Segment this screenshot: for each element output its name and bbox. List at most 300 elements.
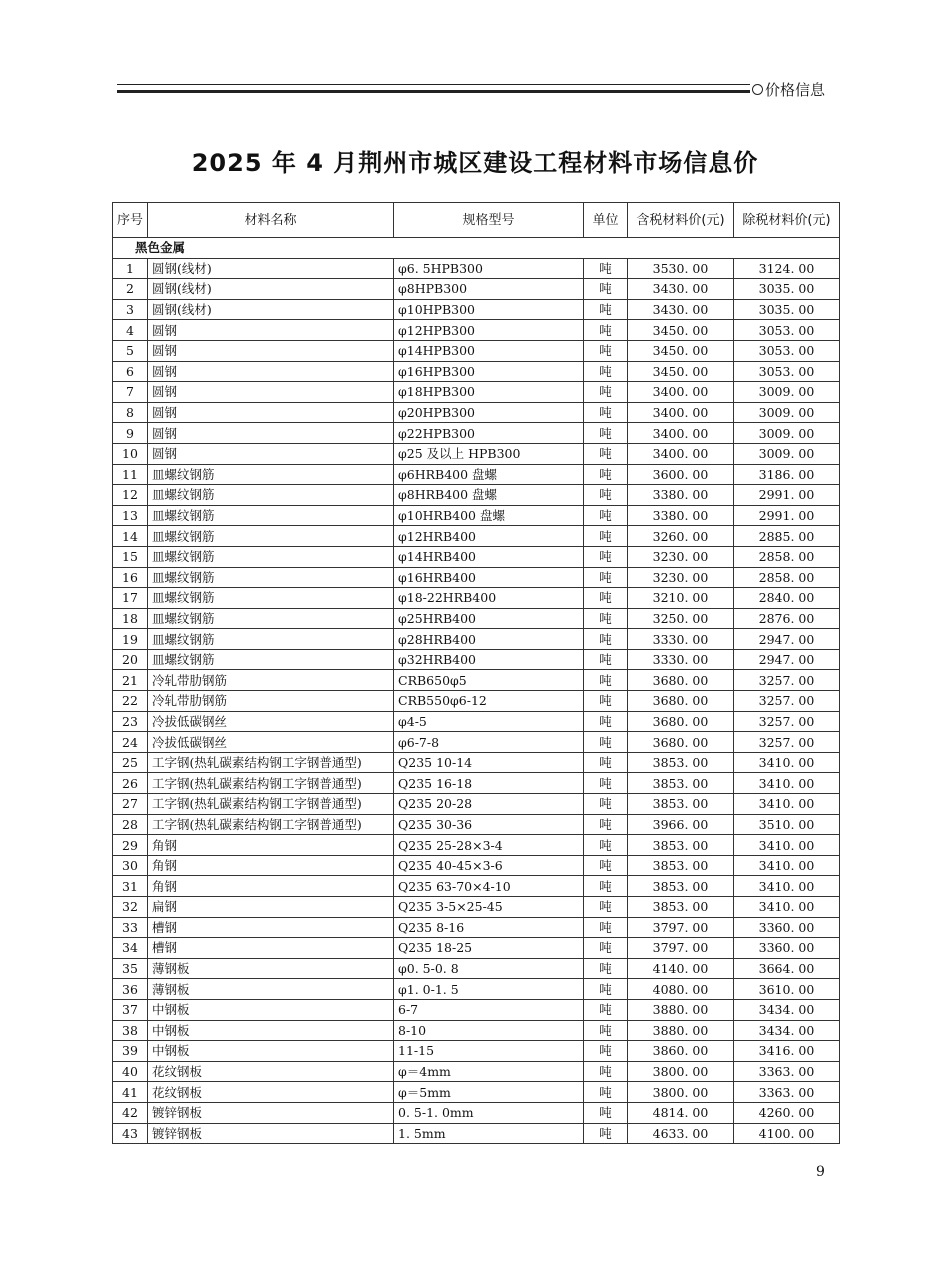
table-row bbox=[113, 299, 840, 320]
row-number: 34 bbox=[113, 938, 148, 959]
row-number: 12 bbox=[113, 485, 148, 506]
row-number: 20 bbox=[113, 649, 148, 670]
table-row bbox=[113, 526, 840, 547]
row-number: 9 bbox=[113, 423, 148, 444]
spec-model: φ8HPB300 bbox=[394, 279, 584, 300]
price-with-tax: 3853. 00 bbox=[628, 794, 734, 815]
table-row bbox=[113, 732, 840, 753]
unit: 吨 bbox=[584, 649, 628, 670]
unit: 吨 bbox=[584, 361, 628, 382]
material-name: 圆钢 bbox=[148, 320, 394, 341]
table-row bbox=[113, 485, 840, 506]
price-without-tax: 3510. 00 bbox=[734, 814, 840, 835]
spec-model: CRB550φ6-12 bbox=[394, 691, 584, 712]
unit: 吨 bbox=[584, 897, 628, 918]
unit: 吨 bbox=[584, 320, 628, 341]
price-without-tax: 3257. 00 bbox=[734, 732, 840, 753]
row-number: 23 bbox=[113, 711, 148, 732]
price-without-tax: 2876. 00 bbox=[734, 608, 840, 629]
price-with-tax: 3260. 00 bbox=[628, 526, 734, 547]
header-name: 材料名称 bbox=[148, 203, 394, 238]
table-row bbox=[113, 279, 840, 300]
unit: 吨 bbox=[584, 1102, 628, 1123]
table-row bbox=[113, 443, 840, 464]
table-row bbox=[113, 629, 840, 650]
spec-model: φ14HPB300 bbox=[394, 340, 584, 361]
row-number: 1 bbox=[113, 258, 148, 279]
price-without-tax: 3257. 00 bbox=[734, 711, 840, 732]
spec-model: φ14HRB400 bbox=[394, 546, 584, 567]
table-row bbox=[113, 258, 840, 279]
price-with-tax: 3853. 00 bbox=[628, 855, 734, 876]
table-row bbox=[113, 1061, 840, 1082]
spec-model: Q235 30-36 bbox=[394, 814, 584, 835]
material-name: 工字钢(热轧碳素结构钢工字钢普通型) bbox=[148, 814, 394, 835]
material-name: 花纹钢板 bbox=[148, 1082, 394, 1103]
price-with-tax: 3800. 00 bbox=[628, 1082, 734, 1103]
price-with-tax: 3797. 00 bbox=[628, 938, 734, 959]
material-name: 中钢板 bbox=[148, 1020, 394, 1041]
header-unit: 单位 bbox=[584, 203, 628, 238]
unit: 吨 bbox=[584, 917, 628, 938]
material-name: 皿螺纹钢筋 bbox=[148, 546, 394, 567]
unit: 吨 bbox=[584, 1082, 628, 1103]
price-with-tax: 3853. 00 bbox=[628, 752, 734, 773]
spec-model: 8-10 bbox=[394, 1020, 584, 1041]
table-row bbox=[113, 588, 840, 609]
unit: 吨 bbox=[584, 258, 628, 279]
spec-model: φ18-22HRB400 bbox=[394, 588, 584, 609]
price-without-tax: 2991. 00 bbox=[734, 485, 840, 506]
unit: 吨 bbox=[584, 588, 628, 609]
spec-model: Q235 40-45×3-6 bbox=[394, 855, 584, 876]
unit: 吨 bbox=[584, 691, 628, 712]
material-name: 槽钢 bbox=[148, 938, 394, 959]
price-with-tax: 3853. 00 bbox=[628, 876, 734, 897]
spec-model: Q235 10-14 bbox=[394, 752, 584, 773]
table-row bbox=[113, 402, 840, 423]
spec-model: φ1. 0-1. 5 bbox=[394, 979, 584, 1000]
price-without-tax: 3363. 00 bbox=[734, 1061, 840, 1082]
price-without-tax: 3360. 00 bbox=[734, 917, 840, 938]
spec-model: φ28HRB400 bbox=[394, 629, 584, 650]
unit: 吨 bbox=[584, 794, 628, 815]
price-without-tax: 3410. 00 bbox=[734, 855, 840, 876]
price-without-tax: 2858. 00 bbox=[734, 546, 840, 567]
row-number: 40 bbox=[113, 1061, 148, 1082]
row-number: 28 bbox=[113, 814, 148, 835]
material-name: 角钢 bbox=[148, 835, 394, 856]
material-name: 角钢 bbox=[148, 876, 394, 897]
header-rule-thick bbox=[117, 90, 750, 93]
unit: 吨 bbox=[584, 608, 628, 629]
material-name: 冷拔低碳钢丝 bbox=[148, 732, 394, 753]
table-header-row bbox=[113, 203, 840, 238]
page-title: 2025 年 4 月荆州市城区建设工程材料市场信息价 bbox=[191, 149, 759, 177]
table-row bbox=[113, 979, 840, 1000]
table-row bbox=[113, 999, 840, 1020]
material-name: 冷拔低碳钢丝 bbox=[148, 711, 394, 732]
material-name: 皿螺纹钢筋 bbox=[148, 485, 394, 506]
price-with-tax: 3880. 00 bbox=[628, 999, 734, 1020]
unit: 吨 bbox=[584, 340, 628, 361]
unit: 吨 bbox=[584, 464, 628, 485]
price-with-tax: 3380. 00 bbox=[628, 485, 734, 506]
unit: 吨 bbox=[584, 1123, 628, 1144]
table-row bbox=[113, 464, 840, 485]
unit: 吨 bbox=[584, 711, 628, 732]
table-row bbox=[113, 1102, 840, 1123]
table-row bbox=[113, 382, 840, 403]
price-with-tax: 3600. 00 bbox=[628, 464, 734, 485]
unit: 吨 bbox=[584, 382, 628, 403]
spec-model: 11-15 bbox=[394, 1041, 584, 1062]
material-name: 中钢板 bbox=[148, 1041, 394, 1062]
row-number: 15 bbox=[113, 546, 148, 567]
spec-model: φ25 及以上 HPB300 bbox=[394, 443, 584, 464]
material-name: 冷轧带肋钢筋 bbox=[148, 670, 394, 691]
table-row bbox=[113, 608, 840, 629]
price-with-tax: 3400. 00 bbox=[628, 382, 734, 403]
spec-model: φ4-5 bbox=[394, 711, 584, 732]
spec-model: φ16HRB400 bbox=[394, 567, 584, 588]
price-without-tax: 3009. 00 bbox=[734, 423, 840, 444]
row-number: 24 bbox=[113, 732, 148, 753]
material-name: 圆钢 bbox=[148, 443, 394, 464]
material-name: 工字钢(热轧碳素结构钢工字钢普通型) bbox=[148, 794, 394, 815]
price-without-tax: 2885. 00 bbox=[734, 526, 840, 547]
table-row bbox=[113, 814, 840, 835]
material-name: 薄钢板 bbox=[148, 979, 394, 1000]
header-no: 序号 bbox=[113, 203, 148, 238]
table-row bbox=[113, 1020, 840, 1041]
price-with-tax: 3250. 00 bbox=[628, 608, 734, 629]
section-label-text: 价格信息 bbox=[765, 81, 826, 99]
spec-model: 1. 5mm bbox=[394, 1123, 584, 1144]
price-without-tax: 4100. 00 bbox=[734, 1123, 840, 1144]
unit: 吨 bbox=[584, 876, 628, 897]
material-name: 皿螺纹钢筋 bbox=[148, 505, 394, 526]
price-with-tax: 3210. 00 bbox=[628, 588, 734, 609]
row-number: 36 bbox=[113, 979, 148, 1000]
table-row bbox=[113, 1123, 840, 1144]
unit: 吨 bbox=[584, 423, 628, 444]
row-number: 8 bbox=[113, 402, 148, 423]
table-row bbox=[113, 794, 840, 815]
spec-model: φ16HPB300 bbox=[394, 361, 584, 382]
material-name: 冷轧带肋钢筋 bbox=[148, 691, 394, 712]
unit: 吨 bbox=[584, 629, 628, 650]
price-without-tax: 2947. 00 bbox=[734, 649, 840, 670]
material-name: 圆钢 bbox=[148, 423, 394, 444]
spec-model: φ25HRB400 bbox=[394, 608, 584, 629]
spec-model: CRB650φ5 bbox=[394, 670, 584, 691]
table-row bbox=[113, 567, 840, 588]
price-with-tax: 3430. 00 bbox=[628, 299, 734, 320]
row-number: 14 bbox=[113, 526, 148, 547]
unit: 吨 bbox=[584, 958, 628, 979]
unit: 吨 bbox=[584, 299, 628, 320]
row-number: 31 bbox=[113, 876, 148, 897]
header-spec: 规格型号 bbox=[394, 203, 584, 238]
table-row bbox=[113, 670, 840, 691]
price-table bbox=[112, 202, 840, 1144]
spec-model: φ22HPB300 bbox=[394, 423, 584, 444]
table-row bbox=[113, 1082, 840, 1103]
row-number: 4 bbox=[113, 320, 148, 341]
price-without-tax: 3035. 00 bbox=[734, 299, 840, 320]
material-name: 皿螺纹钢筋 bbox=[148, 567, 394, 588]
price-with-tax: 4633. 00 bbox=[628, 1123, 734, 1144]
price-with-tax: 3230. 00 bbox=[628, 567, 734, 588]
row-number: 35 bbox=[113, 958, 148, 979]
row-number: 39 bbox=[113, 1041, 148, 1062]
price-with-tax: 3680. 00 bbox=[628, 670, 734, 691]
row-number: 41 bbox=[113, 1082, 148, 1103]
row-number: 33 bbox=[113, 917, 148, 938]
table-row bbox=[113, 958, 840, 979]
table-row bbox=[113, 505, 840, 526]
row-number: 22 bbox=[113, 691, 148, 712]
category-row bbox=[113, 238, 840, 259]
price-with-tax: 3400. 00 bbox=[628, 443, 734, 464]
price-without-tax: 3434. 00 bbox=[734, 1020, 840, 1041]
material-name: 扁钢 bbox=[148, 897, 394, 918]
row-number: 27 bbox=[113, 794, 148, 815]
table-row bbox=[113, 1041, 840, 1062]
header-price-notax: 除税材料价(元) bbox=[734, 203, 840, 238]
material-name: 圆钢(线材) bbox=[148, 279, 394, 300]
spec-model: Q235 8-16 bbox=[394, 917, 584, 938]
unit: 吨 bbox=[584, 999, 628, 1020]
price-without-tax: 3257. 00 bbox=[734, 691, 840, 712]
price-with-tax: 3430. 00 bbox=[628, 279, 734, 300]
row-number: 6 bbox=[113, 361, 148, 382]
material-name: 工字钢(热轧碳素结构钢工字钢普通型) bbox=[148, 752, 394, 773]
table-row bbox=[113, 423, 840, 444]
price-with-tax: 3680. 00 bbox=[628, 711, 734, 732]
row-number: 18 bbox=[113, 608, 148, 629]
material-name: 皿螺纹钢筋 bbox=[148, 608, 394, 629]
spec-model: 0. 5-1. 0mm bbox=[394, 1102, 584, 1123]
unit: 吨 bbox=[584, 773, 628, 794]
material-name: 薄钢板 bbox=[148, 958, 394, 979]
material-name: 皿螺纹钢筋 bbox=[148, 649, 394, 670]
row-number: 5 bbox=[113, 340, 148, 361]
price-without-tax: 3360. 00 bbox=[734, 938, 840, 959]
price-with-tax: 3853. 00 bbox=[628, 897, 734, 918]
unit: 吨 bbox=[584, 443, 628, 464]
price-without-tax: 3664. 00 bbox=[734, 958, 840, 979]
row-number: 21 bbox=[113, 670, 148, 691]
price-with-tax: 4080. 00 bbox=[628, 979, 734, 1000]
row-number: 11 bbox=[113, 464, 148, 485]
table-row bbox=[113, 711, 840, 732]
material-name: 皿螺纹钢筋 bbox=[148, 526, 394, 547]
price-with-tax: 3680. 00 bbox=[628, 732, 734, 753]
spec-model: Q235 3-5×25-45 bbox=[394, 897, 584, 918]
material-name: 角钢 bbox=[148, 855, 394, 876]
row-number: 2 bbox=[113, 279, 148, 300]
row-number: 30 bbox=[113, 855, 148, 876]
spec-model: φ12HRB400 bbox=[394, 526, 584, 547]
table-row bbox=[113, 855, 840, 876]
material-name: 镀锌钢板 bbox=[148, 1102, 394, 1123]
price-without-tax: 3053. 00 bbox=[734, 320, 840, 341]
unit: 吨 bbox=[584, 1020, 628, 1041]
price-without-tax: 3363. 00 bbox=[734, 1082, 840, 1103]
row-number: 3 bbox=[113, 299, 148, 320]
header-rule-thin bbox=[117, 84, 750, 85]
material-name: 圆钢 bbox=[148, 382, 394, 403]
row-number: 29 bbox=[113, 835, 148, 856]
price-without-tax: 3410. 00 bbox=[734, 794, 840, 815]
price-with-tax: 3530. 00 bbox=[628, 258, 734, 279]
material-name: 圆钢(线材) bbox=[148, 258, 394, 279]
spec-model: Q235 18-25 bbox=[394, 938, 584, 959]
spec-model: 6-7 bbox=[394, 999, 584, 1020]
price-without-tax: 3410. 00 bbox=[734, 752, 840, 773]
price-with-tax: 4814. 00 bbox=[628, 1102, 734, 1123]
unit: 吨 bbox=[584, 732, 628, 753]
table-row bbox=[113, 649, 840, 670]
row-number: 43 bbox=[113, 1123, 148, 1144]
price-with-tax: 4140. 00 bbox=[628, 958, 734, 979]
spec-model: Q235 63-70×4-10 bbox=[394, 876, 584, 897]
price-without-tax: 3410. 00 bbox=[734, 876, 840, 897]
row-number: 7 bbox=[113, 382, 148, 403]
price-without-tax: 3410. 00 bbox=[734, 773, 840, 794]
spec-model: Q235 16-18 bbox=[394, 773, 584, 794]
price-without-tax: 3434. 00 bbox=[734, 999, 840, 1020]
row-number: 13 bbox=[113, 505, 148, 526]
row-number: 42 bbox=[113, 1102, 148, 1123]
price-without-tax: 3053. 00 bbox=[734, 361, 840, 382]
price-with-tax: 3853. 00 bbox=[628, 835, 734, 856]
unit: 吨 bbox=[584, 752, 628, 773]
table-row bbox=[113, 546, 840, 567]
price-with-tax: 3400. 00 bbox=[628, 423, 734, 444]
price-with-tax: 3400. 00 bbox=[628, 402, 734, 423]
price-without-tax: 3610. 00 bbox=[734, 979, 840, 1000]
price-without-tax: 2858. 00 bbox=[734, 567, 840, 588]
price-without-tax: 3410. 00 bbox=[734, 835, 840, 856]
spec-model: φ8HRB400 盘螺 bbox=[394, 485, 584, 506]
material-name: 槽钢 bbox=[148, 917, 394, 938]
table-row bbox=[113, 835, 840, 856]
material-name: 中钢板 bbox=[148, 999, 394, 1020]
price-without-tax: 3053. 00 bbox=[734, 340, 840, 361]
header-price-tax: 含税材料价(元) bbox=[628, 203, 734, 238]
spec-model: Q235 20-28 bbox=[394, 794, 584, 815]
price-without-tax: 3416. 00 bbox=[734, 1041, 840, 1062]
price-without-tax: 2991. 00 bbox=[734, 505, 840, 526]
material-name: 工字钢(热轧碳素结构钢工字钢普通型) bbox=[148, 773, 394, 794]
unit: 吨 bbox=[584, 1041, 628, 1062]
material-name: 圆钢(线材) bbox=[148, 299, 394, 320]
spec-model: φ6-7-8 bbox=[394, 732, 584, 753]
page-number: 9 bbox=[816, 1164, 825, 1180]
unit: 吨 bbox=[584, 546, 628, 567]
price-with-tax: 3797. 00 bbox=[628, 917, 734, 938]
price-with-tax: 3330. 00 bbox=[628, 629, 734, 650]
row-number: 25 bbox=[113, 752, 148, 773]
table-row bbox=[113, 752, 840, 773]
row-number: 10 bbox=[113, 443, 148, 464]
spec-model: φ10HPB300 bbox=[394, 299, 584, 320]
spec-model: φ6. 5HPB300 bbox=[394, 258, 584, 279]
row-number: 19 bbox=[113, 629, 148, 650]
price-without-tax: 3186. 00 bbox=[734, 464, 840, 485]
section-label bbox=[752, 79, 825, 100]
table-row bbox=[113, 876, 840, 897]
row-number: 26 bbox=[113, 773, 148, 794]
row-number: 16 bbox=[113, 567, 148, 588]
price-without-tax: 4260. 00 bbox=[734, 1102, 840, 1123]
price-without-tax: 3035. 00 bbox=[734, 279, 840, 300]
material-name: 皿螺纹钢筋 bbox=[148, 464, 394, 485]
spec-model: φ32HRB400 bbox=[394, 649, 584, 670]
spec-model: φ＝5mm bbox=[394, 1082, 584, 1103]
table-row bbox=[113, 361, 840, 382]
price-with-tax: 3330. 00 bbox=[628, 649, 734, 670]
price-with-tax: 3450. 00 bbox=[628, 320, 734, 341]
spec-model: φ18HPB300 bbox=[394, 382, 584, 403]
unit: 吨 bbox=[584, 1061, 628, 1082]
price-without-tax: 3410. 00 bbox=[734, 897, 840, 918]
table-row bbox=[113, 340, 840, 361]
row-number: 32 bbox=[113, 897, 148, 918]
circle-icon bbox=[752, 84, 763, 95]
price-with-tax: 3853. 00 bbox=[628, 773, 734, 794]
unit: 吨 bbox=[584, 979, 628, 1000]
spec-model: φ12HPB300 bbox=[394, 320, 584, 341]
spec-model: φ＝4mm bbox=[394, 1061, 584, 1082]
unit: 吨 bbox=[584, 670, 628, 691]
unit: 吨 bbox=[584, 567, 628, 588]
price-without-tax: 2840. 00 bbox=[734, 588, 840, 609]
row-number: 37 bbox=[113, 999, 148, 1020]
table-row bbox=[113, 897, 840, 918]
table-row bbox=[113, 691, 840, 712]
price-without-tax: 2947. 00 bbox=[734, 629, 840, 650]
spec-model: φ0. 5-0. 8 bbox=[394, 958, 584, 979]
table-row bbox=[113, 320, 840, 341]
unit: 吨 bbox=[584, 814, 628, 835]
row-number: 38 bbox=[113, 1020, 148, 1041]
unit: 吨 bbox=[584, 938, 628, 959]
price-with-tax: 3860. 00 bbox=[628, 1041, 734, 1062]
price-without-tax: 3124. 00 bbox=[734, 258, 840, 279]
row-number: 17 bbox=[113, 588, 148, 609]
price-with-tax: 3680. 00 bbox=[628, 691, 734, 712]
unit: 吨 bbox=[584, 279, 628, 300]
material-name: 镀锌钢板 bbox=[148, 1123, 394, 1144]
price-with-tax: 3230. 00 bbox=[628, 546, 734, 567]
spec-model: φ10HRB400 盘螺 bbox=[394, 505, 584, 526]
material-name: 皿螺纹钢筋 bbox=[148, 629, 394, 650]
unit: 吨 bbox=[584, 526, 628, 547]
price-with-tax: 3880. 00 bbox=[628, 1020, 734, 1041]
unit: 吨 bbox=[584, 485, 628, 506]
material-name: 皿螺纹钢筋 bbox=[148, 588, 394, 609]
material-name: 圆钢 bbox=[148, 402, 394, 423]
material-name: 圆钢 bbox=[148, 361, 394, 382]
category-label: 黑色金属 bbox=[113, 238, 840, 259]
table-row bbox=[113, 773, 840, 794]
unit: 吨 bbox=[584, 835, 628, 856]
material-name: 花纹钢板 bbox=[148, 1061, 394, 1082]
